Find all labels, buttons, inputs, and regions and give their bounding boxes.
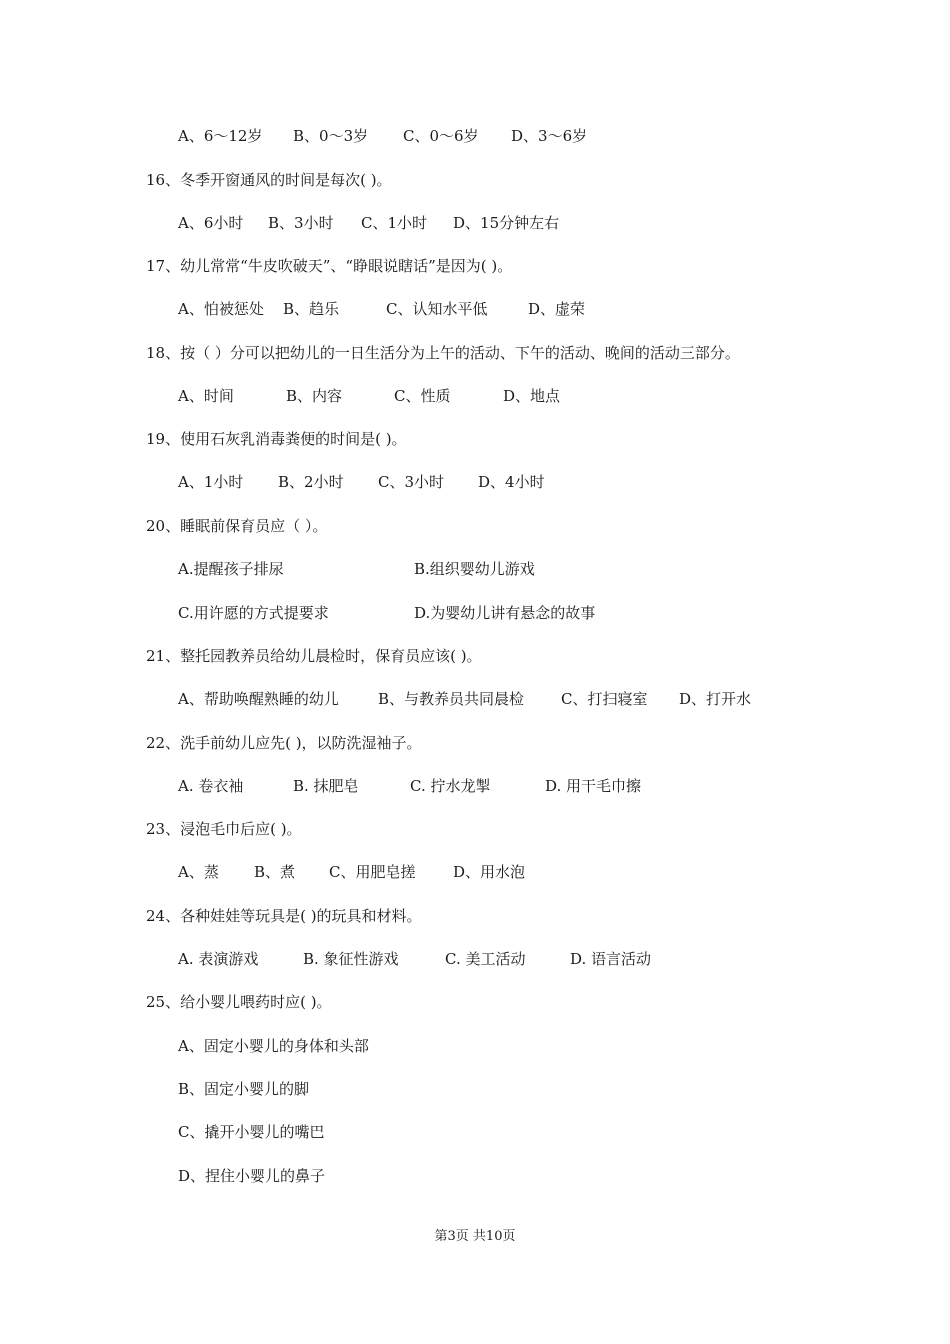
answer-option: D、打开水	[679, 690, 752, 708]
answer-option: D、3～6岁	[511, 127, 588, 145]
answer-option: C.用许愿的方式提要求	[178, 604, 329, 622]
answer-option: B、固定小婴儿的脚	[178, 1080, 310, 1098]
answer-option: C、1小时	[361, 214, 428, 232]
answer-option: D、4小时	[478, 473, 545, 491]
answer-option: C、撬开小婴儿的嘴巴	[178, 1123, 325, 1141]
answer-option: B、与教养员共同晨检	[378, 690, 525, 708]
answer-option: C、用肥皂搓	[329, 863, 416, 881]
answer-option: C. 拧水龙掣	[410, 777, 491, 795]
answer-option: B、煮	[254, 863, 296, 881]
answer-option: B、内容	[286, 387, 343, 405]
question-text: 24、各种娃娃等玩具是( )的玩具和材料。	[146, 907, 422, 925]
answer-option: D.为婴幼儿讲有悬念的故事	[414, 604, 596, 622]
answer-option: A、蒸	[178, 863, 219, 881]
answer-option: D、虚荣	[528, 300, 586, 318]
question-text: 25、给小婴儿喂药时应( )。	[146, 993, 332, 1011]
answer-option: A、怕被惩处	[178, 300, 264, 318]
answer-option: A. 卷衣袖	[178, 777, 244, 795]
answer-option: A、1小时	[178, 473, 244, 491]
answer-option: A.提醒孩子排尿	[178, 560, 284, 578]
answer-option: B、0～3岁	[293, 127, 369, 145]
answer-option: A、6～12岁	[178, 127, 263, 145]
question-text: 18、按（ ）分可以把幼儿的一日生活分为上午的活动、下午的活动、晚间的活动三部分。	[146, 344, 740, 362]
answer-option: C、性质	[394, 387, 451, 405]
question-text: 22、洗手前幼儿应先( )，以防洗湿袖子。	[146, 734, 422, 752]
answer-option: B、3小时	[268, 214, 334, 232]
answer-option: B、趋乐	[283, 300, 340, 318]
question-text: 17、幼儿常常“牛皮吹破天”、“睁眼说瞎话”是因为( )。	[146, 257, 513, 275]
answer-option: D、捏住小婴儿的鼻子	[178, 1167, 326, 1185]
answer-option: D、15分钟左右	[453, 214, 560, 232]
question-text: 19、使用石灰乳消毒粪便的时间是( )。	[146, 430, 407, 448]
answer-option: A、固定小婴儿的身体和头部	[178, 1037, 369, 1055]
question-text: 20、睡眠前保育员应（ ）。	[146, 517, 328, 535]
answer-option: D、地点	[503, 387, 561, 405]
answer-option: A、6小时	[178, 214, 244, 232]
answer-option: B. 象征性游戏	[303, 950, 399, 968]
answer-option: B、2小时	[278, 473, 344, 491]
answer-option: D. 语言活动	[570, 950, 652, 968]
answer-option: D. 用干毛巾擦	[545, 777, 642, 795]
answer-option: B.组织婴幼儿游戏	[414, 560, 535, 578]
answer-option: C、0～6岁	[403, 127, 479, 145]
answer-option: C、认知水平低	[386, 300, 488, 318]
question-text: 16、冬季开窗通风的时间是每次( )。	[146, 171, 392, 189]
page-footer: 第3页 共10页	[434, 1229, 516, 1244]
answer-option: C、打扫寝室	[561, 690, 648, 708]
answer-option: A、时间	[178, 387, 234, 405]
answer-option: C. 美工活动	[445, 950, 526, 968]
answer-option: C、3小时	[378, 473, 445, 491]
question-text: 21、整托园教养员给幼儿晨检时，保育员应该( )。	[146, 647, 482, 665]
answer-option: B. 抹肥皂	[293, 777, 359, 795]
answer-option: A、帮助唤醒熟睡的幼儿	[178, 690, 339, 708]
answer-option: D、用水泡	[453, 863, 526, 881]
answer-option: A. 表演游戏	[178, 950, 259, 968]
question-text: 23、浸泡毛巾后应( )。	[146, 820, 302, 838]
